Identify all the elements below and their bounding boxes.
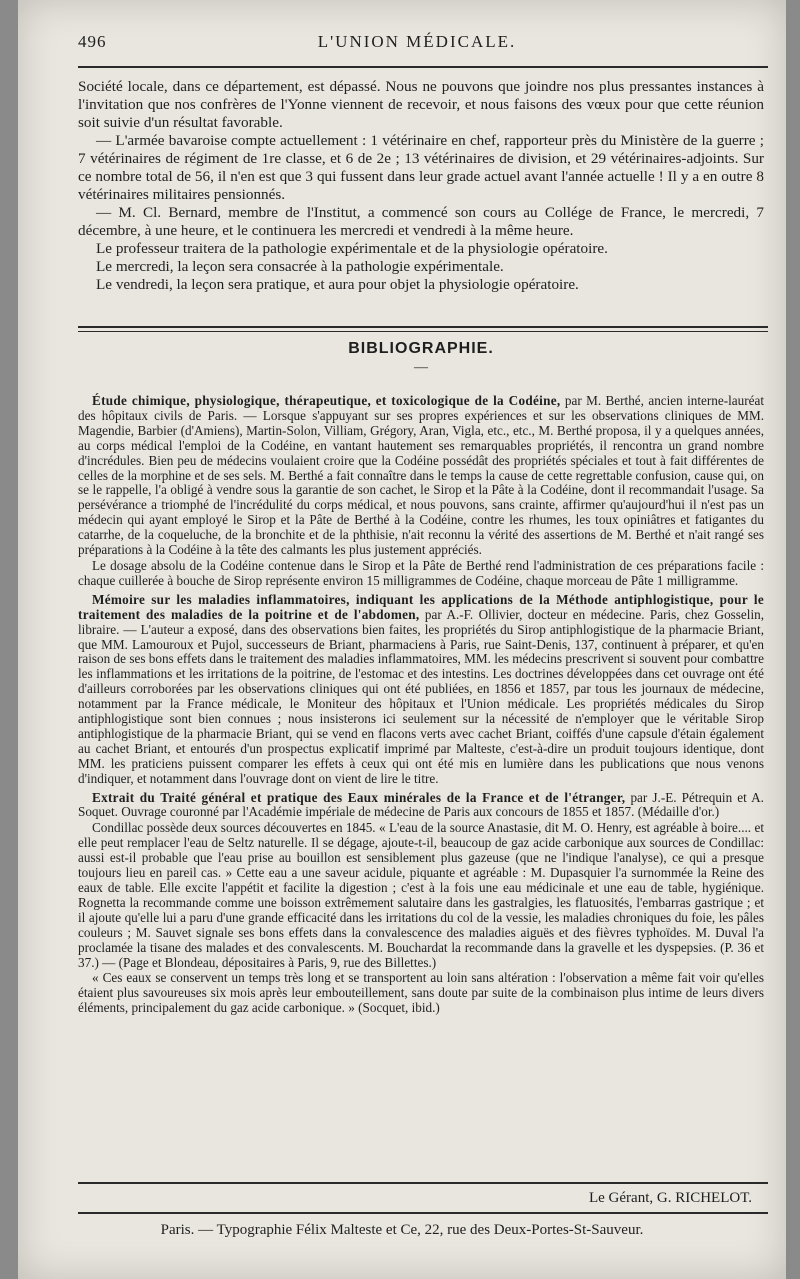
paragraph: Le vendredi, la leçon sera pratique, et aura pour objet la physiologie opératoire. [96, 276, 579, 293]
biblio-extra: Condillac possède deux sources découvertes en 1845. « L'eau de la source Anastasie, dit M. O. Henry, est agréable à boire.... et elle peut remplacer l'eau de Seltz naturelle. Il se dégage, ajoute-t-il, beaucoup de gaz acide carbonique aux sources de Condillac: aussi est-il probable que l'eau prise au bouillon est sensiblement plus gazeuse (que ne l'indique l'analyse), ce qui a presque toujours lieu en pareil cas. » Cette eau a une saveur acidule, piquante et agréable : M. Dupasquier l'a surnommée la Reine des eaux de table. Elle excite l'appétit et facilite la digestion ; c'est à la fois une eau médicinale et une eau de table, hygiénique. Rognetta la recommande comme une boisson extrêmement salutaire dans les gastralgies, les flatuosités, l'embarras gastrique ; et il ajoute qu'elle lui a paru d'une grande efficacité dans les irritations du col de la vessie, les maladies chroniques du foie, les pâles couleurs ; M. Sauvet signale ses bons effets dans la convalescence des maladies aiguës et des fièvres typhoïdes. M. Duval l'a proclamée la tisane des malades et des convalescents. M. Bouchardat la recommande dans la gravelle et les dyspepsies. (P. 36 et 37.) — (Page et Blondeau, dépositaires à Paris, 9, rue des Billettes.) [78, 820, 764, 970]
biblio-entry [78, 593, 764, 787]
biblio-text: par A.-F. Ollivier, docteur en médecine. Paris, chez Gosselin, libraire. — L'auteur a exposé, dans des observations bien faites, les propriétés du Sirop antiphlogistique de la pharmacie Briant, que MM. Lamouroux et Pujol, successeurs de Briant, pharmaciens à Paris, rue Saint-Denis, 137, continuent à préparer, et qu'en raison de ses bons effets dans le traitement des maladies inflammatoires, MM. les médecins prescrivent si souvent pour combattre les inflammations et les irritations de la poitrine, de l'estomac et des intestins. Les doctrines développées dans cet ouvrage ont été d'ailleurs corroborées par les observations cliniques qui ont été publiées, en 1856 et 1857, par tous les journaux de médecine, notamment par la France médicale, le Moniteur des hôpitaux et l'Union médicale. Les propriétés médicales du Sirop antiphlogistique sont bien connues ; nous insisterons ici seulement sur la nécessité de n'employer que le véritable Sirop antiphlogistique de la pharmacie Briant, qui se vend en flacons verts avec cachet Briant, coiffés d'une capsule d'étain également au cachet Briant, et entourés d'un prospectus explicatif imprimé par Malteste, c'est-à-dire un produit toujours identique, dont MM. les praticiens puissent comparer les effets à ceux qui ont été mis en lumière dans les publications que nous venons d'indiquer, et notamment dans l'ouvrage dont on vient de lire le titre. [78, 606, 765, 786]
section-rule [78, 326, 768, 328]
footer-rule-2 [78, 1212, 768, 1214]
section-dash: — [414, 360, 428, 375]
bibliography-heading-block [78, 340, 764, 380]
biblio-entry [78, 791, 764, 821]
header-rule [78, 66, 768, 68]
printer-line: Paris. — Typographie Félix Malteste et Ce, 22, rue des Deux-Portes-St-Sauveur. [160, 1222, 644, 1238]
biblio-title: Étude chimique, physiologique, thérapeutique, et toxicologique de la Codéine, [92, 393, 561, 408]
biblio-title: Mémoire sur les maladies inflammatoires, indiquant les applications de la Méthode antiphlogistique, pour le traitement des maladies de la poitrine et de l'abdomen, [78, 591, 764, 622]
journal-title: L'UNION MÉDICALE. [317, 32, 517, 51]
section-title: BIBLIOGRAPHIE. [348, 340, 494, 357]
footer-rule [78, 1182, 768, 1184]
biblio-extra: « Ces eaux se conservent un temps très long et se transportent au loin sans altération : l'observation a même fait voir qu'elles étaient plus savoureuses six mois après leur embouteillement, sans doute par suite de la combinaison plus intime de leurs divers éléments, principalement du gaz acide carbonique. » (Socquet, ibid.) [78, 970, 764, 1016]
biblio-text: par J.-E. Pétrequin et A. Soquet. Ouvrage couronné par l'Académie impériale de médecine de Paris aux concours de 1855 et 1857. (Médaille d'or.) [78, 789, 764, 820]
newspaper-page [18, 0, 786, 1279]
bibliography-entries [78, 394, 764, 1017]
signature: Le Gérant, G. RICHELOT. [588, 1190, 752, 1206]
biblio-entry [78, 394, 764, 558]
biblio-title: Extrait du Traité général et pratique des Eaux minérales de la France et de l'étranger, [92, 789, 626, 805]
biblio-extra: Le dosage absolu de la Codéine contenue dans le Sirop et la Pâte de Berthé rend l'administration de ces préparations facile : chaque cuillerée à bouche de Sirop représente environ 15 milligrammes de Codéine, chaque morceau de Pâte 1 milligramme. [78, 557, 764, 588]
paragraph: Le professeur traitera de la pathologie expérimentale et de la physiologie opératoire. [96, 240, 608, 257]
page-number: 496 [78, 32, 107, 51]
biblio-text: par M. Berthé, ancien interne-lauréat des hôpitaux civils de Paris. — Lorsque s'appuyant sur ses propres expériences et sur les observations cliniques de MM. Magendie, Barbier (d'Amiens), Martin-Solon, Villiam, Grégory, Aran, Vigla, etc., etc., M. Berthé proposa, il y a quelques années, au corps médical l'emploi de la Codéine, en vantant hautement ses remarquables propriétés, il rencontra un grand nombre d'incrédules. Bien peu de médecins voulaient croire que la Codéine possédât des propriétés spéciales et tout à fait différentes de celles de la morphine et de ses sels. M. Berthé a fait connaître dans le temps la cause de cette regrettable confusion, cause qui, on se le rappelle, l'a obligé à vendre sous la garantie de son cachet, le Sirop et la Pâte à la Codéine, dont il recommandait l'usage. Sa persévérance a triomphé de l'incrédulité du corps médical, et nous pouvons, sans crainte, affirmer qu'aujourd'hui il n'est pas un médecin qui ayant employé le Sirop et la Pâte de Berthé à la Codéine, contre les rhumes, les toux opiniâtres et fatigantes du catarrhe, de la coqueluche, de la bronchite et de la phthisie, n'ait reconnu la vérité des assertions de M. Berthé et n'ait rangé ses préparations à la Codéine à la tête des calmants les plus justement appréciés. [78, 393, 765, 558]
page-header [78, 32, 756, 60]
paragraph: Le mercredi, la leçon sera consacrée à la pathologie expérimentale. [96, 258, 504, 275]
section-rule-thin [78, 331, 768, 332]
paragraph: Société locale, dans ce département, est dépassé. Nous ne pouvons que joindre nos plus pressantes instances à l'invitation que nos confrères de l'Yonne viennent de recevoir, et nous faisons des vœux pour que cette réunion soit suivie d'un résultat favorable. [78, 78, 764, 131]
news-section [78, 78, 764, 294]
paragraph: — M. Cl. Bernard, membre de l'Institut, a commencé son cours au Collége de France, le mercredi, 7 décembre, à une heure, et le continuera les mercredi et vendredi à la même heure. [78, 204, 764, 239]
paragraph: — L'armée bavaroise compte actuellement : 1 vétérinaire en chef, rapporteur près du Ministère de la guerre ; 7 vétérinaires de régiment de 1re classe, et 6 de 2e ; 13 vétérinaires de division, et 29 vétérinaires-adjoints. Sur ce nombre total de 56, il n'en est que 3 qui fussent dans leur grade actuel avant l'année actuelle ! Il y a en outre 8 vétérinaires militaires pensionnés. [78, 132, 764, 203]
